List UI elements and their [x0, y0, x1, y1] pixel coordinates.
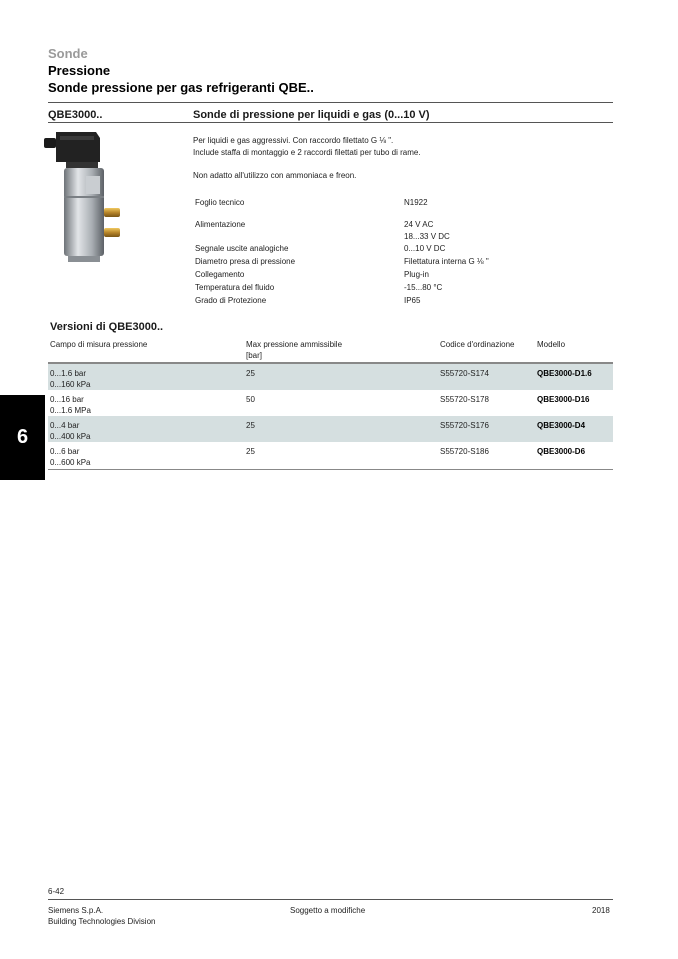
- description-line: Include staffa di montaggio e 2 raccordi filettati per tubo di rame.: [193, 148, 421, 157]
- product-title: Sonde di pressione per liquidi e gas (0...10 V): [193, 109, 430, 121]
- spec-value-fluid-temp: -15...80 °C: [404, 283, 443, 292]
- spec-label-output: Segnale uscite analogiche: [195, 244, 289, 253]
- table-bottom-divider: [48, 469, 613, 470]
- table-row: [48, 390, 613, 416]
- page-number: 6-42: [48, 887, 65, 896]
- cell-order-code: S55720-S186: [440, 447, 489, 456]
- cell-order-code: S55720-S174: [440, 369, 489, 378]
- spec-value-protection: IP65: [404, 296, 421, 305]
- section-category: Sonde: [48, 46, 88, 61]
- product-divider: [48, 122, 613, 123]
- spec-label-datasheet: Foglio tecnico: [195, 198, 245, 207]
- header-divider: [48, 102, 613, 103]
- chapter-tab: 6: [0, 395, 45, 480]
- spec-value-connection-diameter: Filettatura interna G ⅛ ": [404, 257, 489, 266]
- cell-max-pressure: 25: [246, 421, 255, 430]
- spec-value-datasheet: N1922: [404, 198, 428, 207]
- cell-model: QBE3000-D6: [537, 447, 586, 456]
- footer-company: Siemens S.p.A.: [48, 906, 104, 915]
- description-line: Non adatto all'utilizzo con ammoniaca e freon.: [193, 171, 357, 180]
- cell-order-code: S55720-S176: [440, 421, 489, 430]
- cell-range-bar: 0...6 bar: [50, 447, 80, 456]
- spec-value-power-dc: 18...33 V DC: [404, 232, 450, 241]
- cell-order-code: S55720-S178: [440, 395, 489, 404]
- spec-value-output: 0...10 V DC: [404, 244, 446, 253]
- spec-label-fluid-temp: Temperatura del fluido: [195, 283, 275, 292]
- cell-range: [50, 446, 90, 468]
- cell-range-bar: 0...16 bar: [50, 395, 84, 404]
- cell-model: QBE3000-D1.6: [537, 369, 592, 378]
- table-row: [48, 442, 613, 468]
- table-row: [48, 416, 613, 442]
- cell-max-pressure: 25: [246, 369, 255, 378]
- cell-range-bar: 0...4 bar: [50, 421, 80, 430]
- footer-year: 2018: [592, 906, 610, 915]
- column-header-model: Modello: [537, 340, 566, 349]
- pressure-sensor-image: [38, 128, 128, 268]
- section-subcategory: Pressione: [48, 63, 111, 78]
- spec-label-power: Alimentazione: [195, 220, 246, 229]
- cell-max-pressure: 25: [246, 447, 255, 456]
- spec-label-connection: Collegamento: [195, 270, 245, 279]
- cell-range-kpa: 0...160 kPa: [50, 380, 91, 389]
- cell-range: [50, 368, 90, 390]
- column-header-order-code: Codice d'ordinazione: [440, 340, 515, 349]
- column-header-max-pressure: [246, 339, 342, 361]
- cell-range: [50, 394, 91, 416]
- description-line: Per liquidi e gas aggressivi. Con raccordo filettato G ⅛ ".: [193, 136, 394, 145]
- cell-max-pressure: 50: [246, 395, 255, 404]
- column-header-max-pressure-label: Max pressione ammissibile: [246, 340, 343, 349]
- column-header-max-pressure-unit: [bar]: [246, 351, 263, 360]
- cell-range-kpa: 0...600 kPa: [50, 458, 91, 467]
- versions-title: Versioni di QBE3000..: [50, 321, 164, 333]
- cell-model: QBE3000-D4: [537, 421, 586, 430]
- cell-range: [50, 420, 90, 442]
- product-code: QBE3000..: [48, 109, 103, 121]
- table-row: [48, 364, 613, 390]
- footer-division: Building Technologies Division: [48, 917, 156, 926]
- cell-range-bar: 0...1.6 bar: [50, 369, 87, 378]
- page-title: Sonde pressione per gas refrigeranti QBE..: [48, 80, 314, 95]
- spec-label-protection: Grado di Protezione: [195, 296, 267, 305]
- spec-label-connection-diameter: Diametro presa di pressione: [195, 257, 296, 266]
- cell-model: QBE3000-D16: [537, 395, 590, 404]
- column-header-range: Campo di misura pressione: [50, 340, 148, 349]
- cell-range-kpa: 0...1.6 MPa: [50, 406, 91, 415]
- footer-notice: Soggetto a modifiche: [290, 906, 366, 915]
- cell-range-kpa: 0...400 kPa: [50, 432, 91, 441]
- footer-divider: [48, 899, 613, 900]
- spec-value-power: 24 V AC: [404, 220, 434, 229]
- spec-value-connection: Plug-in: [404, 270, 429, 279]
